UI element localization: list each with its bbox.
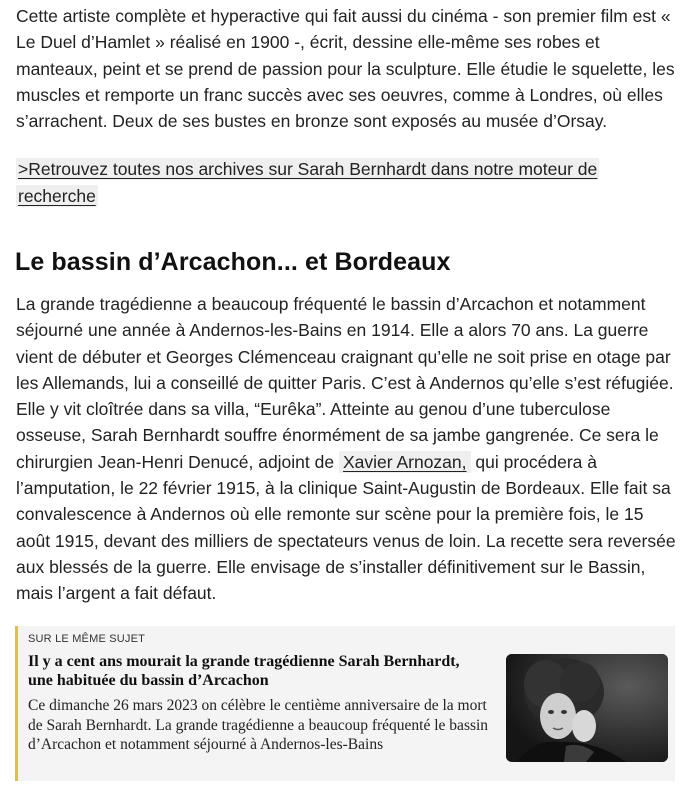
paragraph-text: qui procédera à l’amputation, le 22 février 1915, à la clinique Saint-Augustin de Bordeaux. Elle fait sa convalescence à Andernos où elle remonte sur scène pour la première fois, le 15 août 1915, devant des milliers de spectateurs venus de loin. La recette sera reversée aux blessés de la guerre. Elle envisage de s’installer définitivement sur le Bassin, mais l’argent a fait défaut. — [16, 451, 676, 604]
related-article-card[interactable] — [15, 626, 675, 781]
related-thumbnail[interactable] — [506, 654, 668, 762]
xavier-arnozan-link[interactable]: Xavier Arnozan, — [339, 451, 471, 473]
portrait-photo-icon — [506, 654, 668, 762]
related-description: Ce dimanche 26 mars 2023 on célèbre le centième anniversaire de la mort de Sarah Bernhardt. La grande tragédienne a beaucoup fréquenté le bassin d’Arcachon et notamment séjourné à Andernos-les-Bains — [28, 697, 489, 753]
section-heading: Le bassin d’Arcachon... et Bordeaux — [15, 248, 451, 276]
related-title[interactable]: Il y a cent ans mourait la grande tragédienne Sarah Bernhardt, une habituée du bassin d’Arcachon — [28, 653, 460, 689]
article-paragraph — [16, 291, 676, 607]
archive-search-link[interactable]: >Retrouvez toutes nos archives sur Sarah Bernhardt dans notre moteur de recherche — [18, 159, 598, 206]
related-kicker: SUR LE MÊME SUJET — [28, 633, 146, 645]
article-paragraph: Cette artiste complète et hyperactive qui fait aussi du cinéma - son premier film est « Le Duel d’Hamlet » réalisé en 1900 -, écrit, dessine elle-même ses robes et manteaux, peint et se prend de passion pour la sculpture. Elle étudie le squelette, les muscles et remporte un franc succès avec ses oeuvres, comme à Londres, où elles s’arrachent. Deux de ses bustes en bronze sont exposés au musée d’Orsay. — [16, 6, 675, 132]
paragraph-text: La grande tragédienne a beaucoup fréquenté le bassin d’Arcachon et notamment séjourné une année à Andernos-les-Bains en 1914. Elle a alors 70 ans. La guerre vient de débuter et Georges Clémenceau craignant qu’elle ne soit prise en otage par les Allemands, lui a conseillé de quitter Paris. C’est à Andernos qu’elle s’est réfugiée. Elle y vit cloîtrée dans sa villa, “Eurêka”. Atteinte au genou d’une tuberculose osseuse, Sarah Bernhardt souffre énormément de sa jambe gangrenée. Ce sera le chirurgien Jean-Henri Denucé, adjoint de — [16, 294, 674, 472]
archive-link-container — [16, 156, 624, 209]
